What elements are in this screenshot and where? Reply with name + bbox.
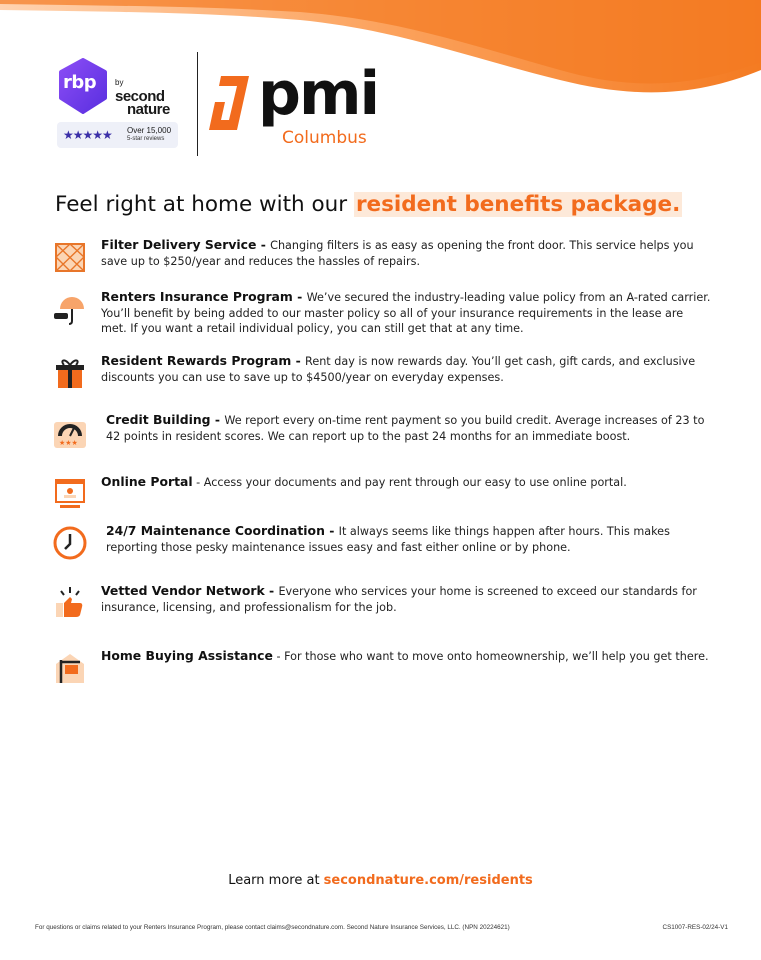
benefit-body: We report every on-time rent payment so you build credit. Average increases of 23 to 42 points in resident scores. We can report up to the past 24 months for an immediate boost. bbox=[106, 414, 705, 443]
benefit-title: Filter Delivery Service - bbox=[101, 237, 271, 252]
benefit-body: - For those who want to move onto homeownership, we’ll help you get there. bbox=[272, 650, 709, 663]
benefit-title: Online Portal bbox=[101, 474, 193, 489]
air-filter-icon bbox=[52, 239, 88, 275]
rbp-logo-text: rbp bbox=[63, 72, 97, 93]
benefit-title: Resident Rewards Program - bbox=[101, 353, 306, 368]
by-label: by bbox=[115, 78, 124, 87]
benefit-title: Home Buying Assistance bbox=[101, 648, 273, 663]
logo-area bbox=[55, 52, 415, 162]
pmi-logo-text: pmi bbox=[258, 59, 379, 129]
benefit-body: Changing filters is as easy as opening the front door. This service helps you save up to $250/year and reduces the hassles of repairs. bbox=[101, 239, 694, 268]
computer-icon bbox=[52, 476, 88, 512]
benefit-home-buying bbox=[52, 648, 712, 678]
benefit-body: Rent day is now rewards day. You’ll get cash, gift cards, and exclusive discounts you can use to save up to $4500/year on everyday expenses. bbox=[101, 355, 696, 384]
benefit-vendors bbox=[52, 583, 712, 619]
benefit-title: Vetted Vendor Network - bbox=[101, 583, 279, 598]
pmi-city: Columbus bbox=[282, 128, 367, 148]
benefit-credit bbox=[52, 412, 712, 448]
pmi-mark-icon bbox=[207, 72, 253, 134]
headline-lead: Feel right at home with our bbox=[55, 192, 354, 217]
clock-icon bbox=[52, 525, 88, 561]
reviews-label: 5-star reviews bbox=[127, 136, 165, 142]
benefit-title: 24/7 Maintenance Coordination - bbox=[106, 523, 339, 538]
benefit-body: Everyone who services your home is screened to exceed our standards for insurance, licensing, and professionalism for the job. bbox=[101, 585, 697, 614]
benefit-title: Credit Building - bbox=[106, 412, 225, 427]
umbrella-icon bbox=[52, 291, 88, 327]
benefit-insurance bbox=[52, 289, 712, 337]
gift-icon bbox=[52, 355, 88, 391]
benefit-maintenance bbox=[52, 523, 712, 559]
second-nature-logo bbox=[115, 72, 170, 116]
credit-gauge-icon bbox=[52, 414, 88, 450]
headline bbox=[55, 192, 682, 217]
logo-divider bbox=[197, 52, 198, 156]
benefit-body: We’ve secured the industry-leading value policy from an A-rated carrier. You’ll benefit by being added to our master policy so all of your insurance requirements in the lease are met. If you want a retail individual policy, you can still get that at any time. bbox=[101, 291, 711, 335]
benefit-body: - Access your documents and pay rent through our easy to use online portal. bbox=[192, 476, 627, 489]
footer-code: CS1007-RES-02/24-V1 bbox=[662, 924, 728, 931]
benefit-rewards bbox=[52, 353, 712, 389]
reviews-badge bbox=[57, 122, 178, 148]
learn-more-lead: Learn more at bbox=[228, 873, 324, 888]
learn-more bbox=[0, 873, 761, 888]
benefit-body: It always seems like things happen after hours. This makes reporting those pesky maintenance issues easy and fast either online or by phone. bbox=[106, 525, 670, 554]
learn-more-link[interactable]: secondnature.com/residents bbox=[323, 873, 533, 888]
sold-sign-icon bbox=[52, 650, 88, 686]
svg-text:★★★: ★★★ bbox=[59, 439, 78, 447]
benefit-portal bbox=[52, 474, 712, 504]
nature-label: nature bbox=[127, 101, 170, 118]
headline-highlight: resident benefits package. bbox=[355, 192, 681, 217]
benefit-title: Renters Insurance Program - bbox=[101, 289, 307, 304]
thumbs-up-icon bbox=[52, 585, 88, 621]
five-star-icon: ★★★★★ bbox=[63, 128, 112, 142]
footer-disclaimer: For questions or claims related to your Renters Insurance Program, please contact claims@secondnature.com. Second Nature Insurance Services, LLC. (NPN 20224621) bbox=[35, 924, 510, 931]
second-label: second bbox=[115, 88, 165, 105]
reviews-count: Over 15,000 bbox=[127, 126, 172, 135]
benefit-filter bbox=[52, 237, 712, 273]
